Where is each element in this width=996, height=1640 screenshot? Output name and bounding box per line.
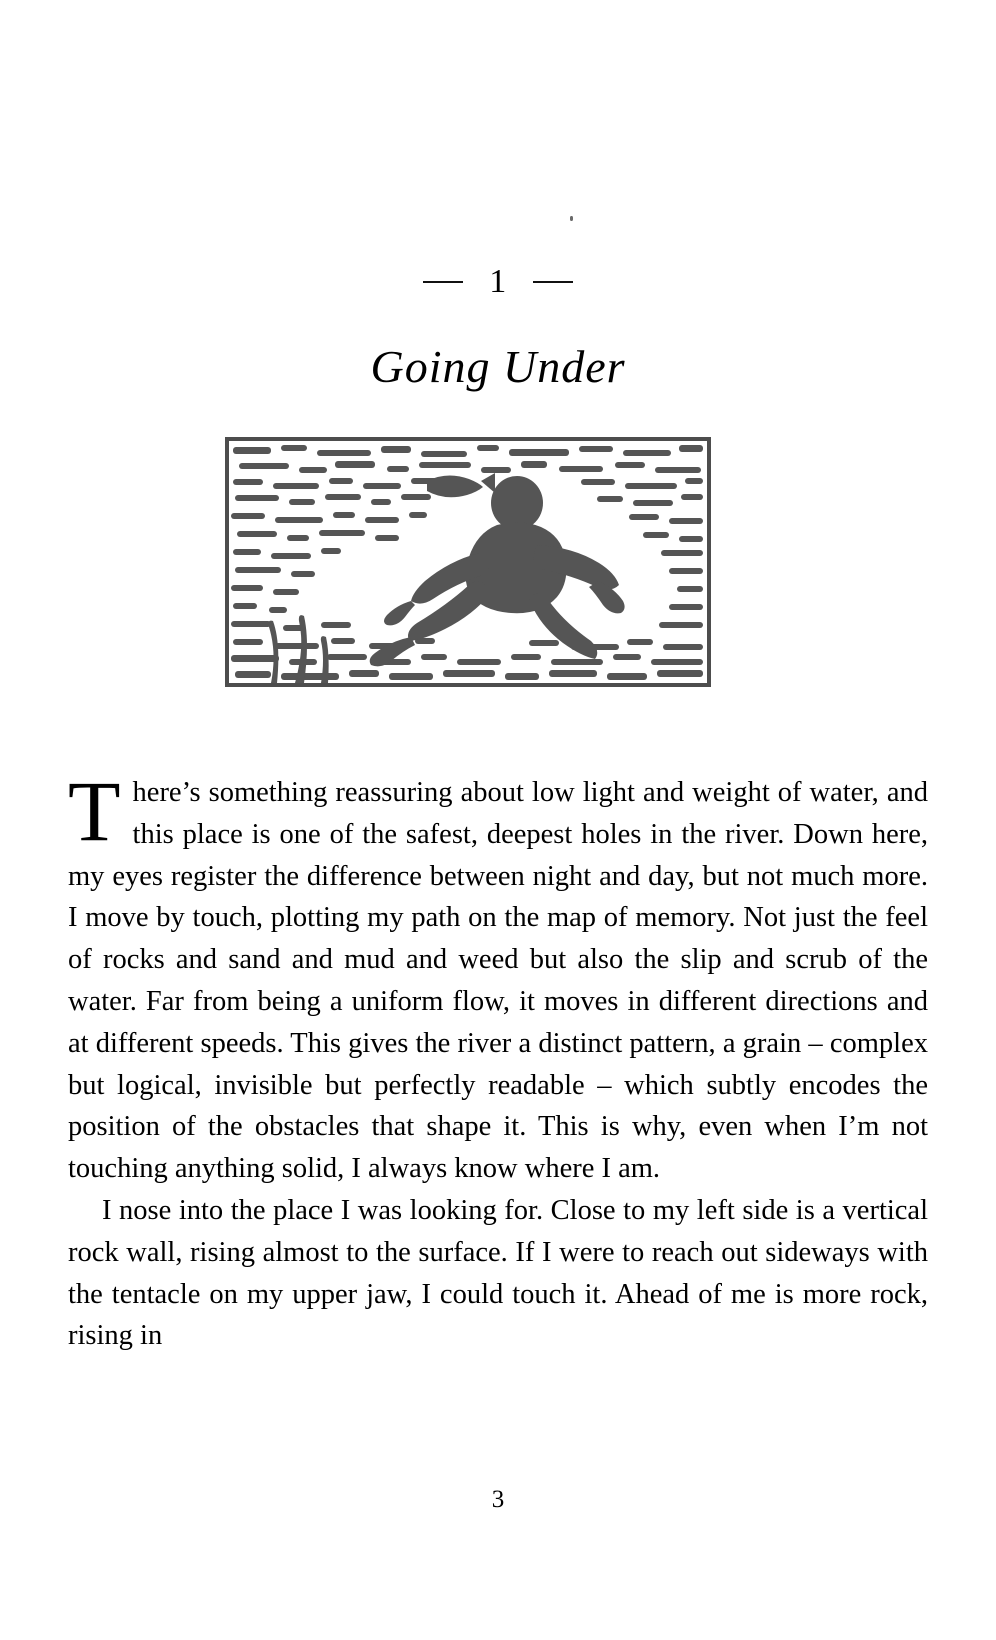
page-speck bbox=[570, 216, 573, 221]
paragraph-1-text: here’s something reassuring about low light and weight of water, and this place is one of the safest, deepest holes in the river. Down here, my eyes register the difference between night and day, but not much more. I move by touch, plotting my path on the map of memory. Not just the feel of rocks and sand and mud and weed but also the slip and scrub of the water. Far from being a uniform flow, it moves in different directions and at different speeds. This gives the river a distinct pattern, a grain – complex but logical, invisible but perfectly readable – which subtly encodes the position of the obstacles that shape it. This is why, even when I’m not touching anything solid, I always know where I am. bbox=[68, 777, 928, 1185]
paragraph-2: I nose into the place I was looking for. Close to my left side is a vertical rock wall, rising almost to the surface. If I were to reach out sideways with the tentacle on my upper jaw, I could touch it. Ahead of me is more rock, rising in bbox=[68, 1194, 928, 1352]
chapter-number-line bbox=[0, 265, 996, 299]
paragraph-1 bbox=[68, 763, 928, 1190]
chapter-illustration bbox=[225, 437, 711, 687]
body-text bbox=[68, 763, 928, 1357]
left-dash-ornament bbox=[423, 281, 463, 283]
swimmer-underwater-woodcut-icon bbox=[229, 441, 707, 683]
chapter-title: Going Under bbox=[370, 341, 626, 392]
drop-cap: T bbox=[68, 763, 121, 859]
chapter-number: 1 bbox=[489, 263, 507, 300]
right-dash-ornament bbox=[533, 281, 573, 283]
page-number: 3 bbox=[491, 1486, 505, 1513]
